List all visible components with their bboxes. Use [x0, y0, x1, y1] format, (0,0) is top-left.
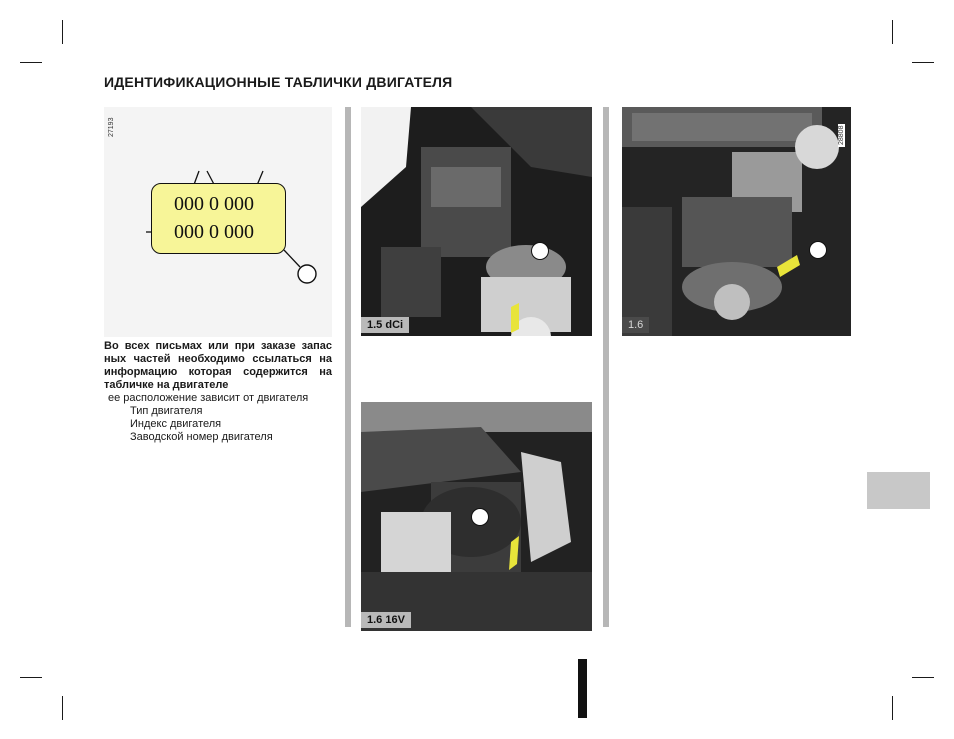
instructions-text	[104, 340, 332, 444]
photo-ref-code: 28808	[838, 125, 845, 145]
list-item-engine-index: Индекс двигателя	[130, 418, 222, 430]
engine-bay-illustration	[622, 107, 851, 336]
photo-label: 1.5 dCi	[361, 317, 409, 333]
column-separator	[345, 107, 351, 627]
plate-line-1: 000 0 000	[174, 193, 254, 215]
photo-label: 1.6 16V	[361, 612, 411, 628]
crop-mark	[912, 677, 934, 678]
callout-circle	[298, 265, 316, 283]
diagram-ref-code: 27193	[108, 117, 115, 137]
location-note: ее расположение зависит от двигателя	[108, 392, 309, 404]
engine-photo-1-6-16v	[361, 402, 592, 631]
engine-photo-1-6	[622, 107, 851, 336]
photo-label: 1.6	[622, 317, 649, 333]
plate-line-2: 000 0 000	[174, 221, 254, 243]
crop-mark	[892, 696, 893, 720]
callout-circle	[809, 241, 827, 259]
crop-mark	[892, 20, 893, 44]
section-tab	[867, 472, 930, 509]
crop-mark	[62, 20, 63, 44]
instructions-paragraph: Во всех письмах или при заказе запас ных частей необходимо ссылаться на информацию которая содержится на табличке на двигателе	[104, 340, 332, 391]
crop-mark	[20, 62, 42, 63]
list-item-engine-type: Тип двигателя	[130, 405, 203, 417]
plate-marker	[511, 303, 519, 333]
callout-line-5	[284, 250, 300, 267]
list-item-engine-serial: Заводской номер двигателя	[130, 431, 273, 443]
engine-photo-1-5-dci	[361, 107, 592, 336]
page-marker-bar	[578, 659, 587, 718]
crop-mark	[20, 677, 42, 678]
callout-circle	[471, 508, 489, 526]
page-title: ИДЕНТИФИКАЦИОННЫЕ ТАБЛИЧКИ ДВИГАТЕЛЯ	[104, 74, 453, 90]
engine-bay-illustration	[361, 107, 592, 336]
engine-plate	[151, 183, 286, 254]
column-separator	[603, 107, 609, 627]
callout-circle	[531, 242, 549, 260]
crop-mark	[912, 62, 934, 63]
crop-mark	[62, 696, 63, 720]
